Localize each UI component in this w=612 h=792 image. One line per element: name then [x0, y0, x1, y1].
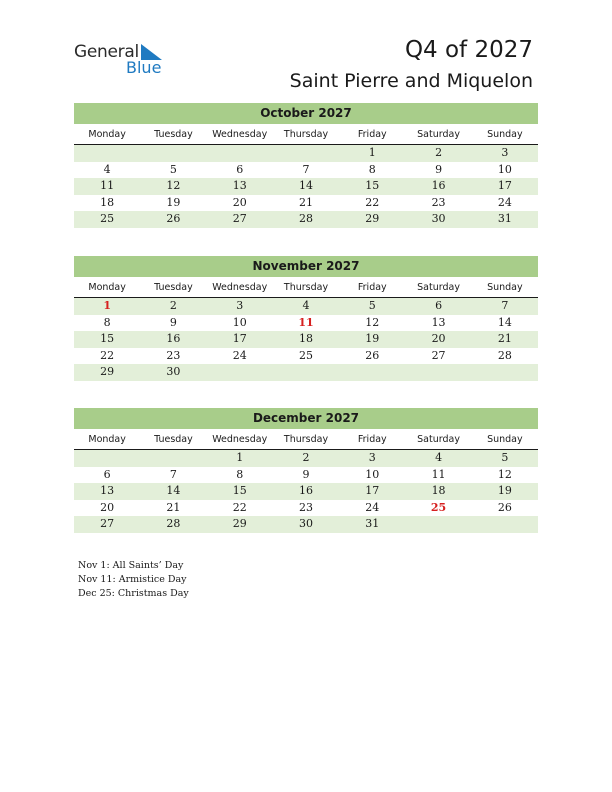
day-cell: 17 [232, 332, 247, 345]
weekday-label: Monday [88, 434, 126, 445]
day-cell: 24 [497, 195, 512, 209]
day-cell: 7 [169, 467, 177, 481]
day-cell: 3 [501, 146, 509, 159]
day-cell: 22 [100, 348, 115, 362]
page-title: Q4 of 2027 [404, 37, 533, 63]
day-cell: 27 [100, 517, 115, 530]
day-cell: 19 [497, 484, 512, 497]
day-cell: 12 [166, 179, 181, 192]
day-cell: 28 [166, 517, 181, 530]
day-cell: 8 [368, 162, 376, 176]
weekday-label: Friday [357, 129, 387, 140]
day-cell: 19 [166, 195, 181, 209]
weekday-label: Thursday [283, 434, 329, 445]
weekday-label: Wednesday [212, 282, 268, 293]
weekday-label: Friday [357, 282, 387, 293]
weekday-header-row [74, 125, 538, 145]
logo-general-text: General [74, 42, 139, 62]
day-cell: 18 [431, 484, 446, 497]
day-cell: 30 [166, 365, 181, 378]
month-title: October 2027 [74, 103, 538, 124]
weekday-label: Tuesday [154, 129, 193, 140]
holiday-day-cell: 1 [103, 299, 111, 312]
holiday-notes [78, 559, 189, 601]
weekday-label: Tuesday [154, 282, 193, 293]
day-cell: 9 [435, 162, 443, 176]
month-calendar-october [74, 103, 538, 228]
holiday-note: Dec 25: Christmas Day [78, 588, 189, 599]
weekday-label: Wednesday [212, 129, 268, 140]
day-cell: 1 [368, 146, 376, 159]
day-cell: 24 [232, 348, 247, 362]
week-row [74, 516, 538, 533]
day-cell: 26 [497, 500, 512, 514]
day-cell: 20 [431, 332, 446, 345]
day-cell: 18 [100, 195, 115, 209]
weekday-header-row [74, 278, 538, 298]
weekday-label: Monday [88, 129, 126, 140]
day-cell: 20 [232, 195, 247, 209]
day-cell: 26 [365, 348, 380, 362]
day-cell: 16 [431, 179, 446, 192]
day-cell: 15 [232, 484, 247, 497]
day-cell: 22 [232, 500, 247, 514]
weekday-label: Saturday [417, 129, 460, 140]
day-cell: 2 [302, 451, 310, 464]
day-cell: 17 [365, 484, 380, 497]
day-cell: 14 [298, 179, 313, 192]
day-cell [273, 145, 339, 162]
day-cell: 11 [431, 467, 446, 481]
weekday-label: Saturday [417, 282, 460, 293]
day-cell [140, 145, 206, 162]
day-cell: 5 [368, 299, 376, 312]
week-row [74, 178, 538, 195]
day-cell [405, 516, 471, 533]
day-cell: 23 [166, 348, 181, 362]
weekday-label: Saturday [417, 434, 460, 445]
weekday-header-row [74, 430, 538, 450]
week-row [74, 331, 538, 348]
weekday-label: Sunday [487, 129, 523, 140]
day-cell [405, 364, 471, 381]
weekday-label: Sunday [487, 282, 523, 293]
week-row [74, 298, 538, 315]
day-cell: 12 [365, 315, 380, 329]
weekday-label: Tuesday [154, 434, 193, 445]
holiday-note: Nov 11: Armistice Day [78, 574, 187, 585]
week-row [74, 467, 538, 484]
day-cell: 2 [169, 299, 177, 312]
day-cell: 30 [298, 517, 313, 530]
day-cell: 23 [431, 195, 446, 209]
general-blue-logo [74, 42, 174, 78]
day-cell [472, 516, 538, 533]
day-cell: 31 [365, 517, 380, 530]
day-cell [207, 145, 273, 162]
week-row [74, 450, 538, 467]
day-cell: 3 [368, 451, 376, 464]
day-cell: 11 [100, 179, 115, 192]
day-cell: 16 [166, 332, 181, 345]
day-cell: 28 [298, 212, 313, 225]
day-cell: 29 [100, 365, 115, 378]
month-title: November 2027 [74, 256, 538, 277]
day-cell: 12 [497, 467, 512, 481]
day-cell: 13 [100, 484, 115, 497]
day-cell: 3 [236, 299, 244, 312]
day-cell: 27 [431, 348, 446, 362]
week-row [74, 145, 538, 162]
day-cell [74, 450, 140, 467]
week-row [74, 364, 538, 381]
day-cell: 16 [298, 484, 313, 497]
month-calendar-december [74, 408, 538, 533]
day-cell: 26 [166, 212, 181, 225]
day-cell: 8 [103, 315, 111, 329]
day-cell: 5 [169, 162, 177, 176]
day-cell: 4 [302, 299, 310, 312]
day-cell [140, 450, 206, 467]
day-cell: 7 [501, 299, 509, 312]
week-row [74, 483, 538, 500]
day-cell: 13 [232, 179, 247, 192]
day-cell: 9 [302, 467, 310, 481]
day-cell: 6 [236, 162, 244, 176]
day-cell: 10 [232, 315, 247, 329]
weekday-label: Sunday [487, 434, 523, 445]
day-cell: 22 [365, 195, 380, 209]
day-cell: 1 [236, 451, 244, 464]
day-cell [472, 364, 538, 381]
month-title: December 2027 [74, 408, 538, 429]
holiday-day-cell: 11 [298, 315, 314, 329]
day-cell: 28 [497, 348, 512, 362]
month-calendar-november [74, 256, 538, 381]
week-row [74, 211, 538, 228]
week-row [74, 315, 538, 332]
holiday-note: Nov 1: All Saints’ Day [78, 560, 184, 571]
day-cell [207, 364, 273, 381]
day-cell: 23 [298, 500, 313, 514]
day-cell: 20 [100, 500, 115, 514]
weekday-label: Wednesday [212, 434, 268, 445]
day-cell: 9 [169, 315, 177, 329]
day-cell: 2 [435, 146, 443, 159]
day-cell: 24 [365, 500, 380, 514]
weekday-label: Monday [88, 282, 126, 293]
day-cell: 18 [298, 332, 313, 345]
day-cell: 15 [365, 179, 380, 192]
day-cell: 25 [298, 348, 313, 362]
week-row [74, 195, 538, 212]
day-cell: 31 [497, 212, 512, 225]
day-cell: 21 [166, 500, 181, 514]
day-cell: 21 [298, 195, 313, 209]
weekday-label: Thursday [283, 129, 329, 140]
day-cell: 10 [497, 162, 512, 176]
week-row [74, 348, 538, 365]
day-cell: 4 [103, 162, 111, 176]
week-row [74, 162, 538, 179]
weekday-label: Thursday [283, 282, 329, 293]
page-subtitle: Saint Pierre and Miquelon [289, 70, 533, 92]
day-cell: 21 [497, 332, 512, 345]
day-cell: 6 [103, 467, 111, 481]
day-cell: 19 [365, 332, 380, 345]
week-row [74, 500, 538, 517]
day-cell: 29 [232, 517, 247, 530]
day-cell: 25 [100, 212, 115, 225]
day-cell: 7 [302, 162, 310, 176]
day-cell: 17 [497, 179, 512, 192]
day-cell: 14 [497, 315, 512, 329]
day-cell: 6 [435, 299, 443, 312]
day-cell: 13 [431, 315, 446, 329]
weekday-label: Friday [357, 434, 387, 445]
day-cell: 8 [236, 467, 244, 481]
day-cell: 4 [435, 451, 443, 464]
day-cell: 5 [501, 451, 509, 464]
day-cell: 10 [365, 467, 380, 481]
day-cell [273, 364, 339, 381]
logo-blue-text: Blue [126, 58, 162, 77]
day-cell: 14 [166, 484, 181, 497]
day-cell: 30 [431, 212, 446, 225]
day-cell: 29 [365, 212, 380, 225]
day-cell: 27 [232, 212, 247, 225]
holiday-day-cell: 25 [430, 500, 447, 514]
day-cell [339, 364, 405, 381]
day-cell: 15 [100, 332, 115, 345]
day-cell [74, 145, 140, 162]
